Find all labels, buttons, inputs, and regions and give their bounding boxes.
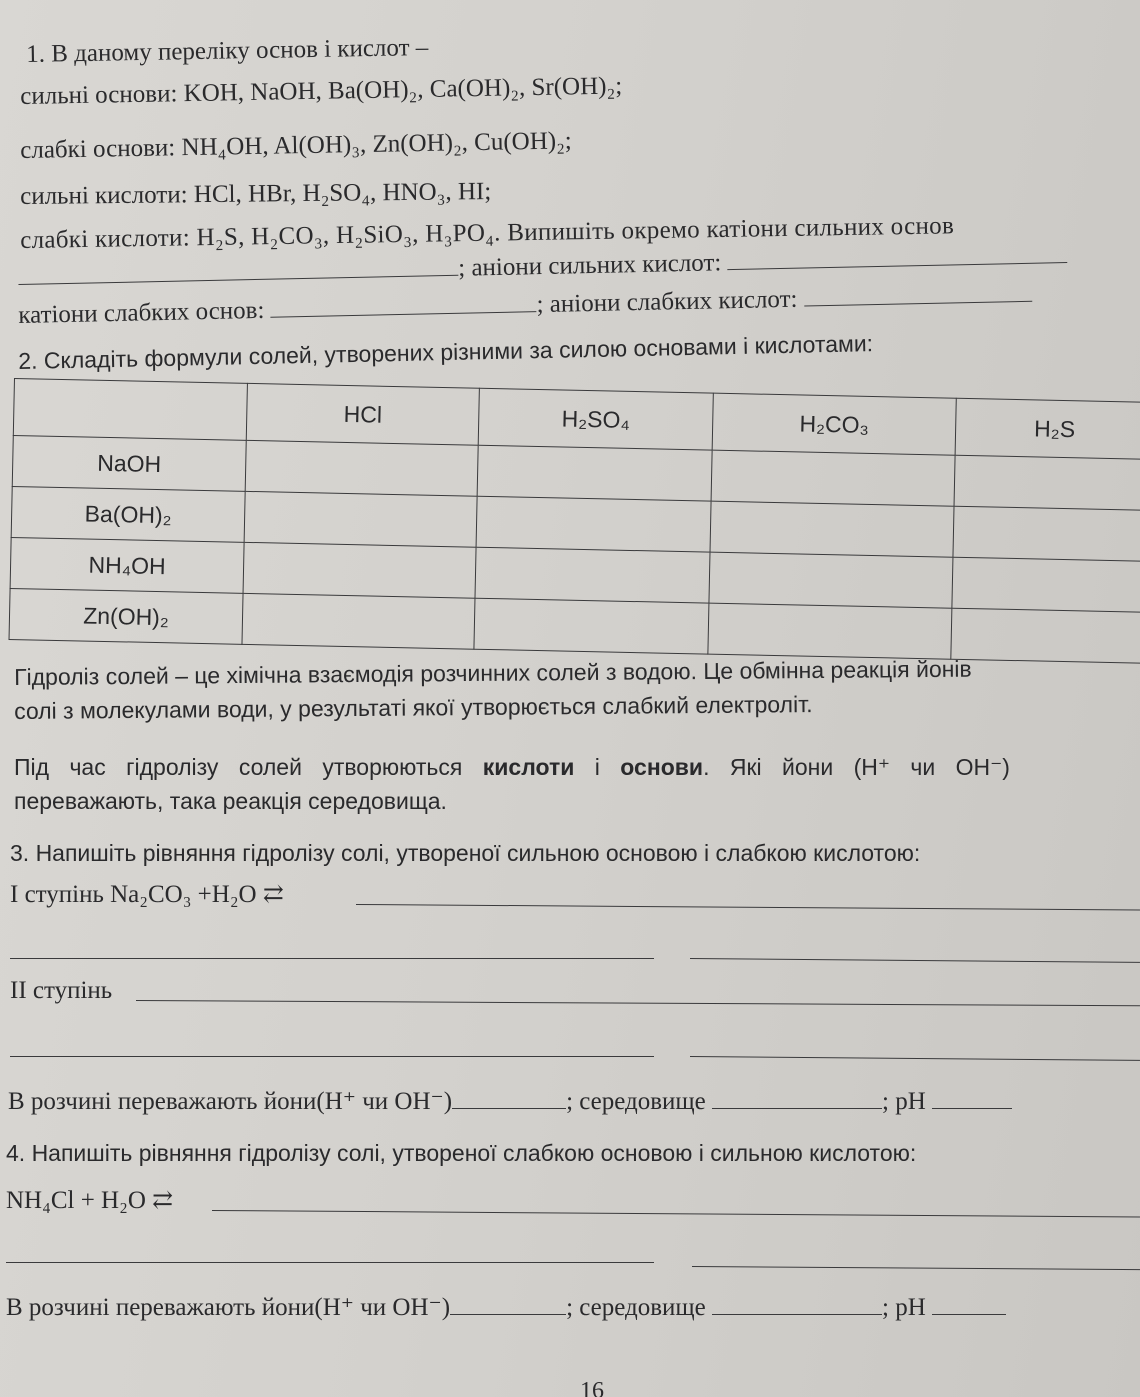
salt-cell[interactable] [710, 501, 954, 557]
salts-table [9, 378, 1140, 664]
task4-title: 4. Напишіть рівняння гідролізу солі, утвореної слабкою основою і сильною кислотою: [6, 1140, 917, 1166]
hydrolysis-definition-line2: солі з молекулами води, у результаті якої утворюється слабкий електроліт. [14, 691, 813, 724]
step2-answer-line[interactable] [136, 1000, 1140, 1006]
task2-title: 2. Складіть формули солей, утворених різними за силою основами і кислотами: [18, 330, 874, 374]
answer-line[interactable] [690, 1056, 1140, 1061]
medium-blank[interactable] [712, 1292, 882, 1315]
base-label: Zn(OH)₂ [9, 588, 243, 644]
salt-cell[interactable] [953, 506, 1140, 561]
salt-cell[interactable] [476, 496, 711, 552]
strong-cations-blank[interactable] [18, 253, 458, 285]
salt-cell[interactable] [474, 598, 709, 654]
medium-blank[interactable] [712, 1086, 882, 1109]
acid-header: H₂SO₄ [478, 388, 713, 450]
salt-cell[interactable] [245, 440, 478, 496]
equation-answer-line[interactable] [212, 1210, 1140, 1217]
ions-label: В розчині переважають йони(H⁺ чи OH⁻) [6, 1294, 451, 1321]
salt-cell[interactable] [952, 557, 1140, 612]
hydrolysis-paragraph-line2: переважають, така реакція середовища. [14, 788, 447, 814]
salt-cell[interactable] [708, 603, 952, 659]
hydrolysis-text: Під час гідролізу солей утворюються [14, 754, 463, 780]
answer-line[interactable] [10, 958, 654, 959]
salt-cell[interactable] [242, 593, 475, 649]
answer-line[interactable] [10, 1056, 654, 1057]
salt-cell[interactable] [243, 542, 476, 598]
hydrolysis-text: і [594, 754, 600, 780]
salt-cell[interactable] [244, 491, 477, 547]
ph-blank[interactable] [932, 1292, 1006, 1315]
ph-label: ; pH [882, 1088, 926, 1115]
hydrolysis-definition-line1: Гідроліз солей – це хімічна взаємодія розчинних солей з водою. Це обмінна реакція йонів [14, 655, 972, 690]
answer-line[interactable] [6, 1262, 654, 1263]
ions-label: В розчині переважають йони(H⁺ чи OH⁻) [8, 1088, 453, 1115]
base-label: NaOH [12, 435, 246, 491]
base-label: NH₄OH [10, 537, 244, 593]
acid-header: H₂S [955, 398, 1140, 459]
ph-label: ; pH [882, 1294, 926, 1321]
weak-cations-blank[interactable] [270, 289, 536, 318]
task1-title: 1. В даному переліку основ і кислот – [26, 33, 429, 68]
salt-cell[interactable] [954, 455, 1140, 510]
acid-header: HCl [246, 383, 479, 445]
ions-blank[interactable] [452, 1086, 566, 1109]
task4-result-row [6, 1292, 1006, 1323]
weak-bases-line: слабкі основи: NH₄OH, Al(OH)₃, Zn(OH)₂, Cu(OH)₂; [20, 127, 572, 164]
base-label: Ba(OH)₂ [11, 486, 245, 542]
salt-cell[interactable] [475, 547, 710, 603]
hydrolysis-paragraph-line1 [14, 752, 1010, 782]
task3-result-row [8, 1086, 1012, 1117]
corner-cell [13, 379, 247, 441]
step1-answer-line[interactable] [356, 904, 1140, 910]
answer-line[interactable] [690, 958, 1140, 963]
acid-header: H₂CO₃ [712, 393, 956, 455]
page-number: 16 [580, 1378, 604, 1397]
anions-weak-label: ; аніони слабких кислот: [536, 285, 798, 319]
salt-cell[interactable] [951, 608, 1140, 663]
salt-cell[interactable] [477, 445, 712, 501]
weak-acids-line: слабкі кислоти: H₂S, H₂CO₃, H₂SiO₃, H₃PO₄. Випишіть окремо катіони сильних основ [20, 212, 955, 254]
bases-bold: основи [620, 754, 704, 780]
weak-anions-blank[interactable] [803, 279, 1031, 307]
salt-cell[interactable] [711, 450, 955, 506]
task3-title: 3. Напишіть рівняння гідролізу солі, утвореної сильною основою і слабкою кислотою: [10, 840, 921, 866]
task4-equation-label: NH₄Cl + H₂O ⇄ [6, 1187, 174, 1214]
cations-weak-label: катіони слабких основ: [18, 296, 265, 329]
strong-bases-line: сильні основи: KOH, NaOH, Ba(OH)₂, Ca(OH)₂, Sr(OH)₂; [20, 72, 623, 110]
strong-anions-blank[interactable] [727, 240, 1067, 270]
salt-cell[interactable] [709, 552, 953, 608]
ions-blank[interactable] [450, 1292, 566, 1315]
task3-step2-label: II ступінь [10, 977, 113, 1004]
acids-bold: кислоти [482, 754, 575, 780]
strong-acids-line: сильні кислоти: HCl, HBr, H₂SO₄, HNO₃, HI; [20, 178, 492, 210]
ph-blank[interactable] [932, 1086, 1012, 1109]
hydrolysis-text: . Які йони (H⁺ чи OH⁻) [703, 754, 1010, 780]
task3-step1-label: I ступінь Na₂CO₃ +H₂O ⇄ [10, 881, 284, 908]
answer-line[interactable] [692, 1266, 1140, 1270]
medium-label: ; середовище [566, 1088, 706, 1115]
anions-strong-label: ; аніони сильних кислот: [457, 249, 722, 282]
medium-label: ; середовище [566, 1294, 706, 1321]
